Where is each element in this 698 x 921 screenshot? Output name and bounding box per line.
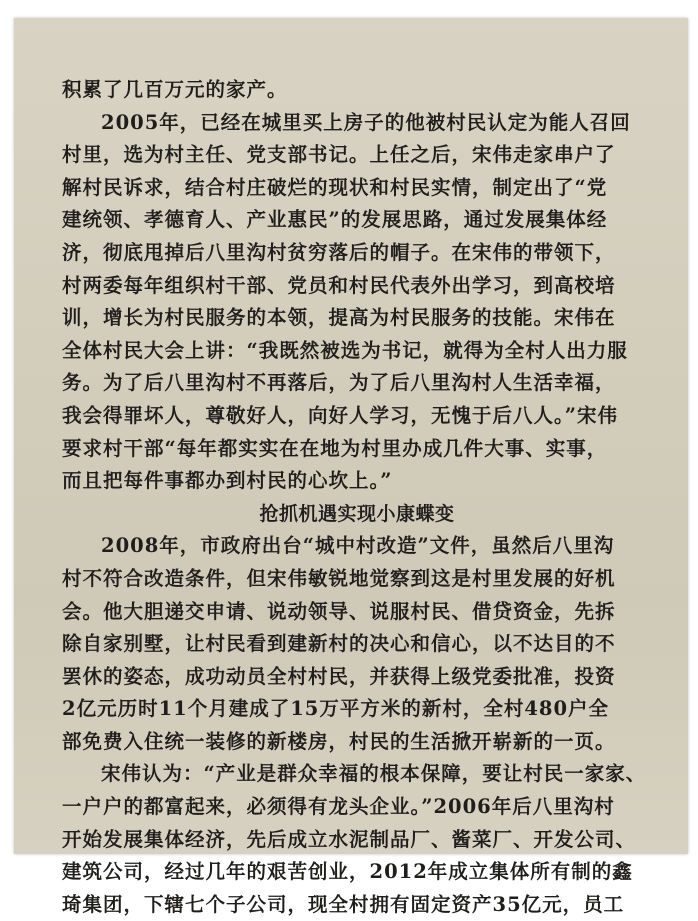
text-line: 全体村民大会上讲：“我既然被选为书记，就得为全村人出力服	[62, 338, 628, 362]
text-line: 建统领、孝德育人、产业惠民”的发展思路，通过发展集体经	[62, 208, 608, 232]
text-line: 罢休的姿态，成功动员全村村民，并获得上级党委批准，投资	[62, 664, 616, 688]
text-line: 积累了几百万元的家产。	[62, 78, 288, 101]
text-line: 一户户的都富起来，必须得有龙头企业。”2006年后八里沟村	[62, 795, 615, 819]
text-line: 务。为了后八里沟村不再落后，为了后八里沟村人生活幸福，	[62, 371, 616, 395]
text-line: 而且把每件事都办到村民的心坎上。”	[62, 469, 393, 493]
text-line: 训，增长为村民服务的本领，提高为村民服务的技能。宋伟在	[62, 306, 616, 330]
text-line: 会。他大胆递交申请、说动领导、说服村民、借贷资金，先拆	[62, 599, 616, 623]
text-line: 要求村干部“每年都实实在在地为村里办成几件大事、实事，	[62, 436, 608, 460]
text-line: 部免费入住统一装修的新楼房，村民的生活掀开崭新的一页。	[62, 729, 616, 753]
text-line: 解村民诉求，结合村庄破烂的现状和村民实情，制定出了“党	[62, 175, 608, 199]
text-line: 宋伟认为：“产业是群众幸福的根本保障，要让村民一家家、	[101, 762, 647, 786]
text-line: 建筑公司，经过几年的艰苦创业，2012年成立集体所有制的鑫	[62, 860, 633, 884]
scanned-page	[14, 18, 688, 916]
text-line: 琦集团，下辖七个子公司，现全村拥有固定资产35亿元，员工	[62, 892, 625, 916]
text-line: 村两委每年组织村干部、党员和村民代表外出学习，到高校培	[62, 273, 616, 297]
text-line: 村不符合改造条件，但宋伟敏锐地觉察到这是村里发展的好机	[62, 566, 616, 590]
text-line: 2008年，市政府出台“城中村改造”文件，虽然后八里沟	[101, 534, 615, 558]
article-text	[62, 74, 652, 921]
text-line: 开始发展集体经济，先后成立水泥制品厂、酱菜厂、开发公司、	[62, 827, 637, 851]
text-line: 村里，选为村主任、党支部书记。上任之后，宋伟走家串户了	[62, 143, 616, 167]
text-line: 2005年，已经在城里买上房子的他被村民认定为能人召回	[101, 110, 631, 134]
text-line: 我会得罪坏人，尊敬好人，向好人学习，无愧于后八人。”宋伟	[62, 403, 618, 427]
text-line: 除自家别墅，让村民看到建新村的决心和信心，以不达目的不	[62, 632, 616, 656]
text-line: 济，彻底甩掉后八里沟村贫穷落后的帽子。在宋伟的带领下，	[62, 240, 616, 264]
text-line: 2亿元历时11个月建成了15万平方米的新村，全村480户全	[62, 697, 610, 721]
section-heading: 抢抓机遇实现小康蝶变	[259, 502, 455, 525]
